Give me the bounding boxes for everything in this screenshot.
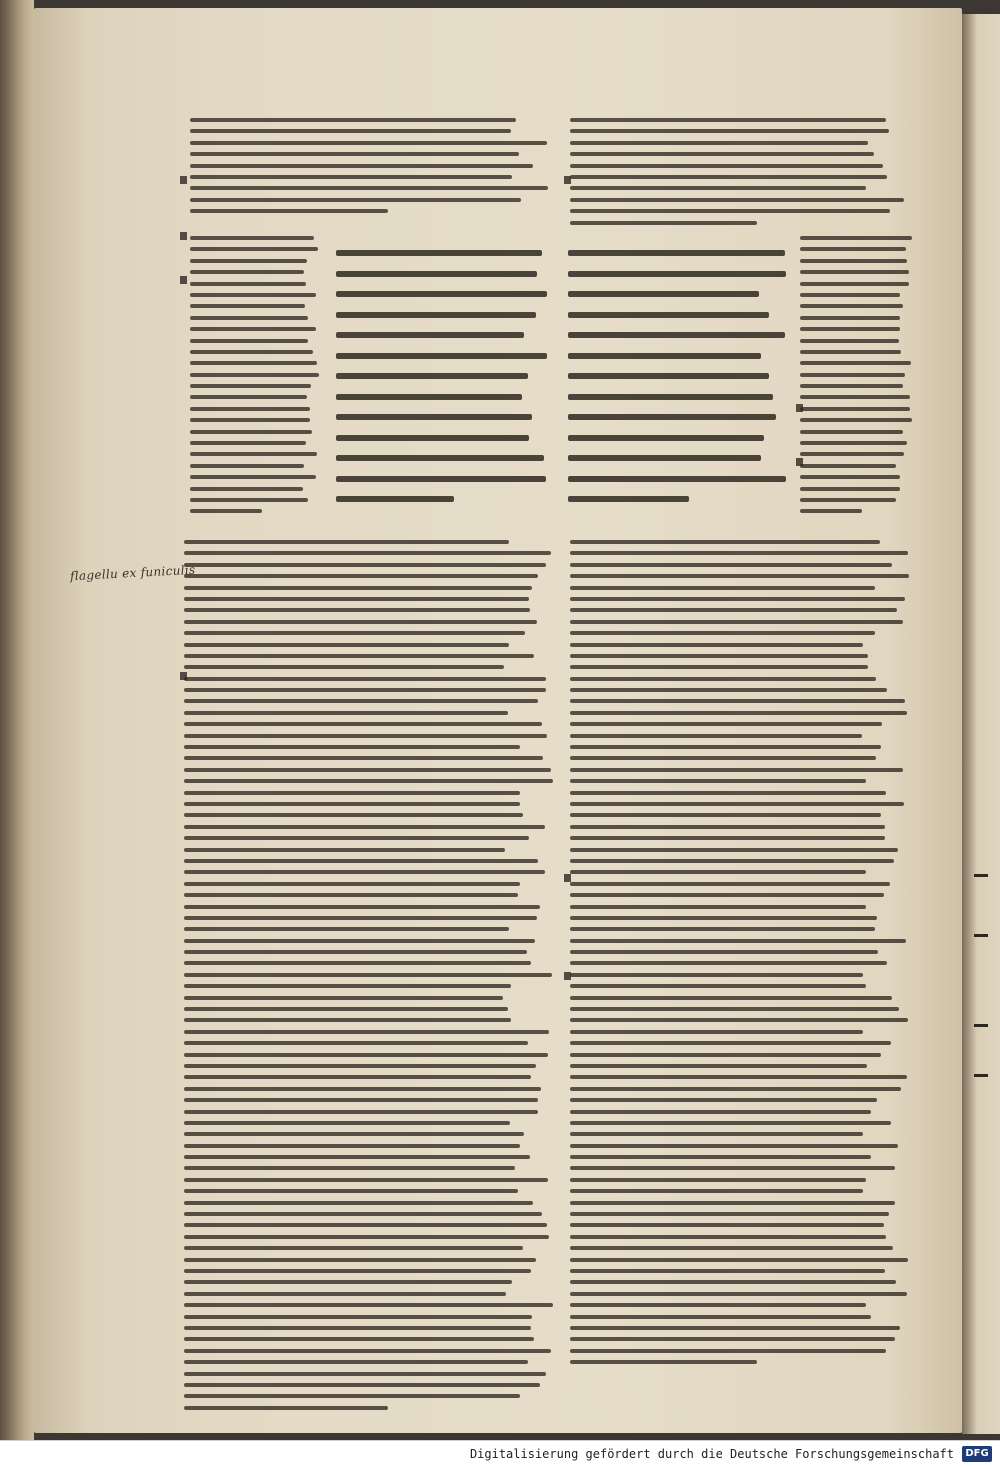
text-line	[800, 373, 905, 377]
text-line	[184, 1360, 528, 1364]
text-line	[570, 973, 863, 977]
text-line	[336, 291, 547, 297]
text-line	[336, 271, 537, 277]
text-line	[184, 1292, 506, 1296]
text-line	[184, 1235, 549, 1239]
text-line	[570, 665, 868, 669]
text-line	[570, 1246, 893, 1250]
text-line	[184, 1280, 512, 1284]
text-line	[800, 247, 906, 251]
text-line	[570, 677, 876, 681]
text-line	[184, 882, 520, 886]
text-line	[570, 1212, 889, 1216]
text-line	[190, 282, 306, 286]
text-line	[184, 711, 508, 715]
text-line	[184, 699, 538, 703]
text-line	[184, 722, 542, 726]
text-line	[568, 476, 786, 482]
text-line	[184, 1041, 528, 1045]
text-line	[336, 394, 522, 400]
text-line	[570, 620, 903, 624]
text-line	[570, 961, 887, 965]
text-line	[570, 1303, 866, 1307]
text-line	[570, 996, 892, 1000]
text-line	[570, 1041, 891, 1045]
text-line	[800, 293, 900, 297]
text-line	[184, 916, 537, 920]
text-line	[184, 1030, 549, 1034]
text-line	[184, 563, 546, 567]
text-line	[570, 586, 875, 590]
text-line	[568, 271, 786, 277]
text-line	[570, 1018, 908, 1022]
text-line	[190, 339, 308, 343]
text-line	[570, 916, 877, 920]
text-line	[570, 722, 882, 726]
text-line	[184, 1269, 531, 1273]
text-line	[570, 1223, 884, 1227]
text-line	[184, 1246, 523, 1250]
text-line	[184, 984, 511, 988]
text-line	[570, 540, 880, 544]
text-line	[184, 768, 551, 772]
text-line	[190, 487, 303, 491]
text-line	[570, 1360, 757, 1364]
text-line	[570, 882, 890, 886]
text-line	[184, 1372, 546, 1376]
text-line	[570, 825, 885, 829]
text-line	[190, 129, 511, 133]
text-line	[570, 164, 883, 168]
text-line	[570, 643, 863, 647]
text-line	[800, 407, 910, 411]
text-line	[570, 1235, 886, 1239]
text-line	[570, 927, 875, 931]
main-text-column-1	[336, 250, 550, 517]
text-line	[568, 291, 759, 297]
facing-page-edge	[962, 14, 1000, 1434]
text-line	[184, 1349, 551, 1353]
text-line	[184, 665, 504, 669]
text-line	[568, 373, 769, 379]
text-line	[184, 961, 531, 965]
text-line	[190, 373, 319, 377]
text-line	[184, 1189, 518, 1193]
text-line	[336, 476, 546, 482]
text-line	[570, 1201, 895, 1205]
text-line	[570, 1269, 885, 1273]
text-line	[184, 1166, 515, 1170]
text-line	[568, 250, 785, 256]
text-line	[336, 250, 542, 256]
text-line	[570, 654, 868, 658]
text-line	[570, 1030, 863, 1034]
text-line	[190, 164, 533, 168]
text-line	[570, 1098, 877, 1102]
text-line	[190, 141, 547, 145]
text-line	[568, 332, 785, 338]
text-line	[190, 475, 316, 479]
text-line	[570, 129, 889, 133]
text-line	[800, 270, 909, 274]
text-line	[184, 996, 503, 1000]
text-line	[336, 332, 524, 338]
text-line	[336, 312, 536, 318]
text-line	[570, 802, 904, 806]
text-line	[184, 1201, 533, 1205]
text-line	[800, 259, 907, 263]
text-line	[570, 1087, 901, 1091]
text-line	[184, 620, 537, 624]
text-line	[570, 221, 757, 225]
text-line	[184, 1223, 547, 1227]
text-line	[184, 1018, 511, 1022]
text-line	[800, 361, 911, 365]
text-line	[570, 597, 905, 601]
text-line	[184, 643, 509, 647]
text-line	[184, 950, 527, 954]
text-line	[800, 430, 903, 434]
text-line	[190, 304, 305, 308]
text-line	[336, 496, 454, 502]
text-line	[190, 247, 318, 251]
text-line	[570, 175, 887, 179]
footer-credit-text: Digitalisierung gefördert durch die Deutsche Forschungsgemeinschaft	[469, 1447, 954, 1461]
text-line	[190, 209, 388, 213]
text-line	[570, 1326, 900, 1330]
text-line	[190, 152, 519, 156]
text-line	[568, 414, 776, 420]
text-line	[800, 498, 896, 502]
text-line	[570, 1166, 895, 1170]
text-line	[336, 373, 528, 379]
text-line	[570, 1315, 871, 1319]
text-line	[184, 597, 529, 601]
text-line	[568, 353, 761, 359]
text-line	[184, 1178, 548, 1182]
text-line	[570, 836, 885, 840]
text-line	[570, 848, 898, 852]
text-line	[570, 186, 866, 190]
text-line	[184, 905, 540, 909]
text-line	[570, 1292, 907, 1296]
text-line	[184, 1258, 536, 1262]
text-line	[570, 791, 886, 795]
text-line	[800, 464, 896, 468]
text-line	[190, 350, 313, 354]
text-line	[184, 1007, 508, 1011]
text-line	[190, 418, 310, 422]
text-line	[570, 574, 909, 578]
text-line	[184, 654, 534, 658]
text-line	[568, 435, 764, 441]
text-line	[570, 711, 907, 715]
text-line	[190, 293, 316, 297]
main-text-column-2	[568, 250, 788, 517]
text-line	[570, 1337, 895, 1341]
text-line	[184, 1406, 388, 1410]
text-line	[336, 455, 544, 461]
text-line	[190, 430, 312, 434]
text-line	[190, 175, 512, 179]
text-line	[568, 394, 773, 400]
text-line	[190, 316, 308, 320]
text-line	[800, 475, 900, 479]
text-line	[570, 1064, 867, 1068]
text-line	[800, 339, 899, 343]
text-line	[184, 756, 543, 760]
text-line	[190, 464, 304, 468]
text-line	[184, 734, 547, 738]
text-line	[800, 282, 909, 286]
text-line	[336, 435, 529, 441]
text-line	[184, 540, 509, 544]
text-line	[570, 768, 903, 772]
commentary-column-right	[570, 540, 910, 1372]
text-block-top-left	[190, 118, 550, 221]
text-line	[570, 1110, 871, 1114]
text-line	[570, 779, 866, 783]
text-line	[570, 939, 906, 943]
text-line	[190, 327, 316, 331]
text-line	[570, 699, 905, 703]
text-line	[184, 1132, 524, 1136]
text-line	[184, 551, 551, 555]
text-line	[570, 1258, 908, 1262]
text-line	[800, 384, 903, 388]
text-line	[800, 350, 901, 354]
text-line	[570, 1178, 866, 1182]
text-line	[184, 893, 518, 897]
text-line	[570, 551, 908, 555]
text-line	[190, 498, 308, 502]
text-line	[570, 141, 868, 145]
text-line	[570, 1053, 881, 1057]
text-line	[570, 1349, 886, 1353]
text-line	[190, 441, 306, 445]
text-line	[184, 802, 520, 806]
text-line	[184, 574, 538, 578]
book-fore-edge	[0, 0, 34, 1440]
text-line	[184, 1087, 541, 1091]
text-line	[800, 441, 907, 445]
text-line	[570, 950, 878, 954]
text-line	[184, 1075, 531, 1079]
text-line	[800, 395, 910, 399]
text-line	[570, 893, 884, 897]
text-line	[184, 586, 532, 590]
text-line	[190, 509, 262, 513]
text-line	[190, 118, 516, 122]
gloss-column-left	[190, 236, 320, 521]
text-line	[570, 198, 904, 202]
text-line	[190, 198, 521, 202]
text-line	[184, 1121, 510, 1125]
text-line	[184, 1098, 538, 1102]
text-line	[568, 496, 689, 502]
text-line	[800, 327, 900, 331]
text-line	[184, 848, 505, 852]
text-line	[184, 1326, 531, 1330]
text-line	[190, 395, 307, 399]
text-line	[184, 1053, 548, 1057]
text-line	[570, 563, 892, 567]
text-line	[570, 1121, 891, 1125]
text-line	[570, 631, 875, 635]
text-line	[570, 1155, 871, 1159]
gloss-column-right	[800, 236, 912, 521]
text-line	[184, 1394, 520, 1398]
text-line	[570, 1007, 899, 1011]
text-block-top-right	[570, 118, 910, 232]
text-line	[570, 756, 876, 760]
text-line	[800, 452, 904, 456]
text-line	[184, 927, 509, 931]
text-line	[184, 1337, 534, 1341]
text-line	[184, 1303, 553, 1307]
text-line	[570, 1144, 898, 1148]
text-line	[184, 1110, 538, 1114]
text-line	[184, 813, 523, 817]
text-line	[190, 236, 314, 240]
text-line	[184, 608, 530, 612]
text-line	[190, 361, 317, 365]
text-line	[570, 608, 897, 612]
text-line	[190, 270, 304, 274]
text-line	[570, 813, 881, 817]
digitization-footer	[0, 1440, 1000, 1469]
text-line	[800, 304, 903, 308]
text-line	[570, 870, 866, 874]
text-line	[570, 745, 881, 749]
text-line	[184, 1383, 540, 1387]
dfg-logo: DFG	[962, 1446, 992, 1462]
text-line	[184, 1155, 530, 1159]
text-line	[190, 384, 311, 388]
text-line	[800, 418, 912, 422]
text-line	[184, 836, 529, 840]
text-line	[184, 939, 535, 943]
text-line	[568, 455, 761, 461]
commentary-column-left	[184, 540, 554, 1417]
text-line	[190, 452, 317, 456]
text-line	[570, 152, 874, 156]
text-line	[568, 312, 769, 318]
text-line	[336, 353, 547, 359]
text-line	[570, 984, 866, 988]
text-line	[184, 1315, 532, 1319]
text-line	[184, 688, 546, 692]
text-line	[184, 631, 525, 635]
text-line	[336, 414, 532, 420]
text-line	[570, 859, 894, 863]
text-line	[570, 1189, 863, 1193]
text-line	[190, 186, 548, 190]
text-line	[800, 487, 900, 491]
text-line	[800, 509, 862, 513]
text-line	[570, 1132, 863, 1136]
text-line	[184, 1212, 542, 1216]
text-line	[570, 688, 887, 692]
text-line	[570, 1075, 907, 1079]
text-line	[184, 677, 546, 681]
text-line	[190, 259, 307, 263]
text-line	[184, 745, 520, 749]
text-line	[184, 825, 545, 829]
text-line	[570, 118, 886, 122]
text-line	[570, 209, 890, 213]
text-line	[570, 1280, 896, 1284]
text-line	[184, 870, 545, 874]
text-line	[184, 791, 520, 795]
text-line	[800, 236, 912, 240]
text-line	[570, 734, 862, 738]
text-line	[184, 1064, 536, 1068]
text-line	[800, 316, 900, 320]
text-line	[184, 859, 538, 863]
text-line	[184, 779, 553, 783]
text-line	[570, 905, 866, 909]
handwritten-margin-note: flagellu ex funiculis	[69, 562, 196, 584]
text-line	[190, 407, 310, 411]
text-line	[184, 973, 552, 977]
text-line	[184, 1144, 520, 1148]
